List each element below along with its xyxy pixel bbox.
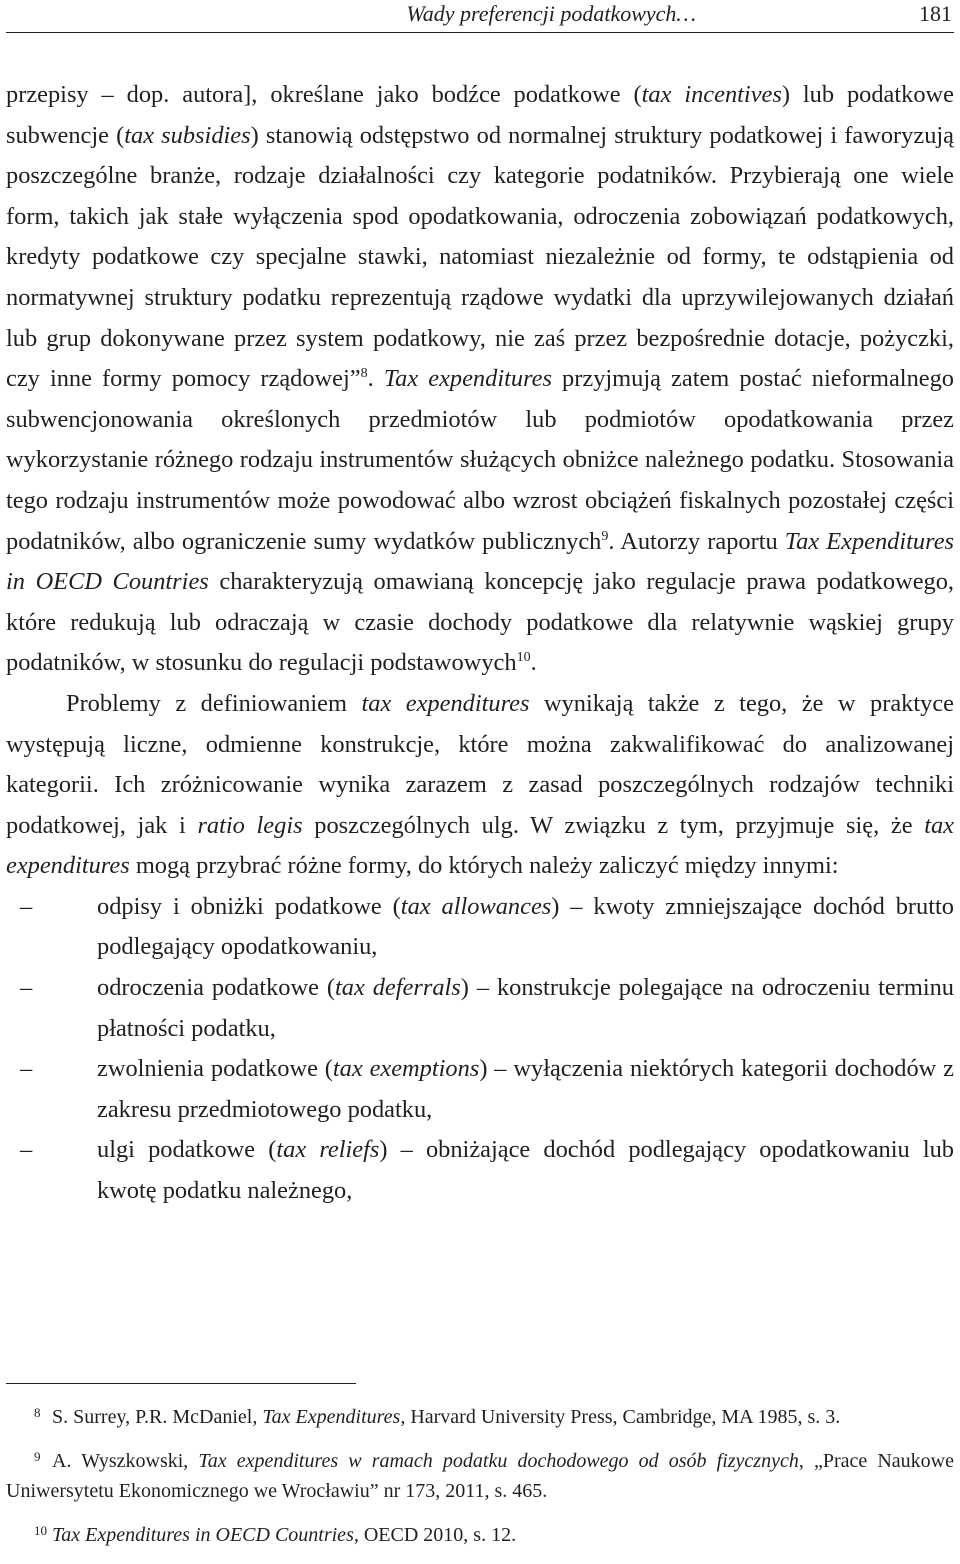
page-number: 181 <box>919 1 952 26</box>
paragraph-1 <box>6 75 954 684</box>
text-run: odpisy i obniżki podatkowe ( <box>97 892 401 920</box>
footnote-8 <box>6 1402 954 1432</box>
italic-term: Tax expenditures <box>383 365 552 393</box>
text-run: A. Wyszkowski, <box>52 1450 199 1472</box>
text-run: wynikają także z tego, że w praktyce występują liczne, odmienne konstrukcje, które można zakwalifikować do analizowanej kategorii. Ich zróżnicowanie wynika zarazem z zasad poszczególnych rodzajów techniki podatkowej, jak i <box>6 689 954 839</box>
text-run: ) – konstrukcje polegające na odroczeniu terminu płatności podatku, <box>97 974 954 1042</box>
italic-term: ratio legis <box>197 811 303 839</box>
text-run: ) stanowią odstępstwo od normalnej struktury podatkowej i faworyzują poszczególne branże, rodzaje działalności czy kategorie podatników. Przybierają one wiele form, takich jak stałe wyłączenia spod opodatkowania, odroczenia zobowiązań podatkowych, kredyty podatkowe czy specjalne stawki, natomiast niezależnie od formy, te odstąpienia od normatywnej struktury podatku reprezentują rządowe wydatki dla uprzywilejowanych działań lub grup dokonywane przez system podatkowy, nie zaś przez bezpośrednie dotacje, pożyczki, czy inne formy pomocy rządowej” <box>6 121 954 393</box>
italic-term: tax exemptions <box>332 1055 480 1083</box>
text-run: OECD 2010, s. 12. <box>358 1524 517 1546</box>
italic-title: Tax expenditures w ramach podatku dochodowego od osób fizycznych <box>198 1450 799 1472</box>
footnote-9 <box>6 1446 954 1506</box>
footnotes <box>6 1402 954 1564</box>
forms-list <box>6 887 954 1212</box>
footnote-separator <box>6 1383 356 1384</box>
footnote-number: 8 <box>34 1405 41 1420</box>
text-run: . <box>530 649 537 677</box>
italic-term: tax deferrals <box>334 974 461 1002</box>
text-run: ) – obniżające dochód podlegający opodatkowaniu lub kwotę podatku należnego, <box>97 1136 954 1205</box>
footnote-ref-9: 9 <box>601 528 609 544</box>
text-run: poszczególnych ulg. W związku z tym, przyjmuje się, że <box>302 811 925 839</box>
running-title: Wady preferencji podatkowych… <box>406 1 696 26</box>
list-dash: – <box>20 892 33 920</box>
italic-term: tax allowances <box>400 892 552 920</box>
main-text <box>6 75 954 1212</box>
text-run: S. Surrey, P.R. McDaniel, <box>52 1406 263 1428</box>
italic-title: Tax Expenditures, <box>262 1406 406 1428</box>
italic-term: tax subsidies <box>124 121 251 149</box>
text-run: ) – wyłączenia niektórych kategorii dochodów z zakresu przedmiotowego podatku, <box>97 1055 954 1123</box>
text-run: zwolnienia podatkowe ( <box>97 1055 333 1083</box>
text-run: ) lub podatkowe subwencje ( <box>6 81 954 149</box>
text-run: przyjmują zatem postać nieformalnego subwencjonowania określonych przedmiotów lub podmiotów opodatkowania przez wykorzystanie różnego rodzaju instrumentów służących obniżce należnego podatku. Stosowania tego rodzaju instrumentów może powodować albo wzrost obciążeń fiskalnych pozostałej części podatników, albo ograniczenie sumy wydatków publicznych <box>6 365 954 555</box>
italic-term: tax reliefs <box>276 1136 380 1164</box>
list-item <box>6 968 954 1049</box>
text-run: charakteryzują omawianą koncepcję jako regulacje prawa podatkowego, które redukują lub odraczają w czasie dochody podatkowe dla relatywnie wąskiej grupy podatników, w stosunku do regulacji podstawowych <box>6 568 955 677</box>
italic-term: tax expenditures <box>361 689 530 717</box>
list-item <box>6 1130 954 1211</box>
text-run: ) – kwoty zmniejszające dochód brutto podlegający opodatkowaniu, <box>97 892 954 961</box>
text-run: . Autorzy raportu <box>608 527 785 555</box>
text-run: przepisy – dop. autora], określane jako bodźce podatkowe ( <box>6 81 642 108</box>
italic-term: tax incentives <box>641 81 782 108</box>
italic-term: tax expenditures <box>6 811 955 880</box>
text-run: . <box>367 365 384 393</box>
text-run: Problemy z definiowaniem <box>66 689 362 717</box>
text-run: , „Prace Naukowe Uniwersytetu Ekonomicznego we Wrocławiu” nr 173, 2011, s. 465. <box>6 1450 954 1502</box>
list-item <box>6 1049 954 1130</box>
footnote-number: 9 <box>34 1449 41 1464</box>
footnote-ref-8: 8 <box>360 366 368 382</box>
text-run: mogą przybrać różne formy, do których należy zaliczyć między innymi: <box>129 852 839 880</box>
list-dash: – <box>20 1055 33 1083</box>
paragraph-2 <box>6 684 954 887</box>
list-dash: – <box>20 1136 33 1164</box>
running-header <box>6 0 954 33</box>
footnote-number: 10 <box>34 1523 47 1538</box>
text-run: ulgi podatkowe ( <box>97 1136 277 1164</box>
text-run: Harvard University Press, Cambridge, MA 1985, s. 3. <box>405 1406 841 1428</box>
list-dash: – <box>20 974 33 1002</box>
text-run: odroczenia podatkowe ( <box>97 974 335 1002</box>
footnote-10 <box>6 1520 954 1550</box>
footnote-ref-10: 10 <box>516 650 531 666</box>
list-item <box>6 887 954 968</box>
italic-title: Tax Expenditures in OECD Countries, <box>52 1524 359 1546</box>
italic-title: Tax Expenditures in OECD Countries <box>6 527 955 596</box>
